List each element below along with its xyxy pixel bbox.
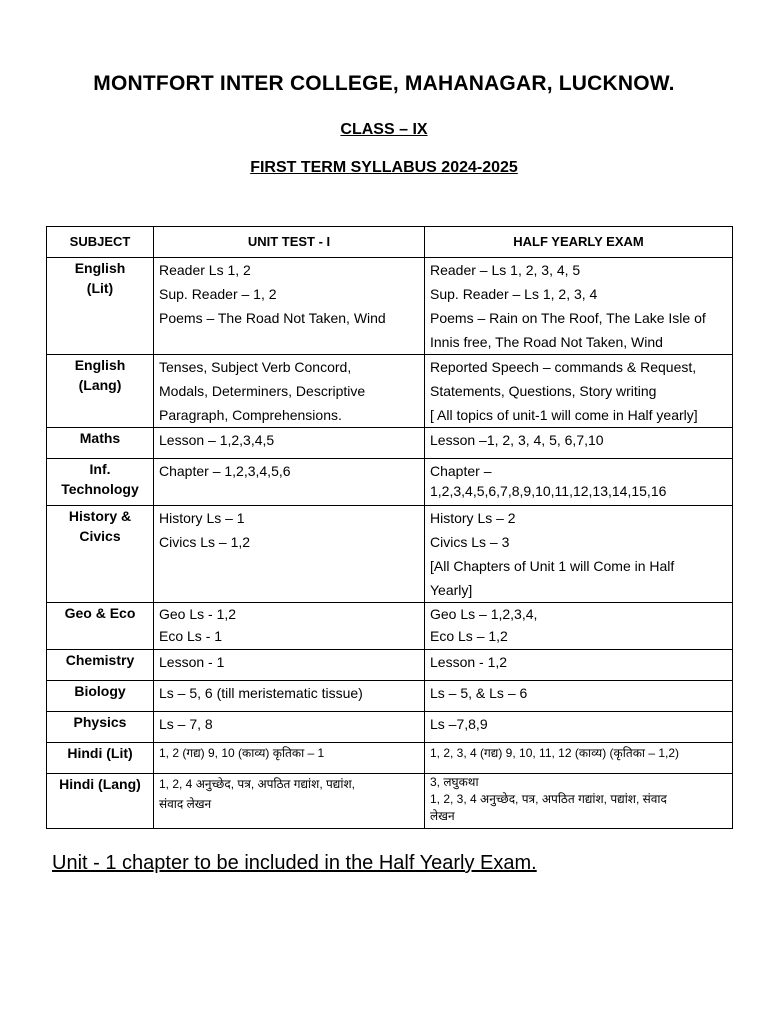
cell-line: Ls –7,8,9 (430, 716, 488, 732)
table-row (47, 506, 733, 603)
table-header-row (47, 227, 733, 258)
subject-cell (47, 743, 154, 774)
half-yearly-cell (425, 712, 733, 743)
cell-line: Reader – Ls 1, 2, 3, 4, 5 (430, 262, 581, 278)
unit-test-cell (154, 258, 425, 355)
cell-line: Sup. Reader – 1, 2 (159, 286, 277, 302)
half-yearly-cell (425, 774, 733, 829)
table-row (47, 428, 733, 459)
cell-line: Reader Ls 1, 2 (159, 262, 251, 278)
half-yearly-cell (425, 681, 733, 712)
cell-line: Chapter – 1,2,3,4,5,6 (159, 463, 291, 479)
cell-line: Sup. Reader – Ls 1, 2, 3, 4 (430, 286, 598, 302)
unit-test-cell (154, 743, 425, 774)
class-label: CLASS – IX (340, 121, 428, 138)
syllabus-table (46, 226, 733, 829)
table-row (47, 774, 733, 829)
cell-line: [All Chapters of Unit 1 will Come in Half (430, 558, 675, 574)
cell-line: Poems – Rain on The Roof, The Lake Isle of (430, 310, 706, 326)
table-row (47, 355, 733, 428)
subject-line: (Lang) (78, 377, 122, 393)
subject-cell (47, 506, 154, 603)
school-title: MONTFORT INTER COLLEGE, MAHANAGAR, LUCKNOW. (93, 72, 675, 95)
cell-line: History Ls – 2 (430, 510, 516, 526)
unit-test-cell (154, 603, 425, 650)
half-yearly-cell (425, 355, 733, 428)
subject-line: Physics (73, 714, 127, 730)
unit-test-cell (154, 506, 425, 603)
subject-cell (47, 258, 154, 355)
header-half-yearly: HALF YEARLY EXAM (425, 227, 733, 258)
subject-cell (47, 603, 154, 650)
subject-line: Technology (61, 481, 139, 497)
cell-line: Reported Speech – commands & Request, (430, 359, 697, 375)
cell-line: Lesson - 1 (159, 654, 225, 670)
cell-line: Lesson – 1,2,3,4,5 (159, 432, 275, 448)
cell-line: Lesson - 1,2 (430, 654, 508, 670)
unit-test-cell (154, 712, 425, 743)
subject-line: Maths (79, 430, 121, 446)
half-yearly-cell (425, 506, 733, 603)
unit-test-cell (154, 681, 425, 712)
unit-test-cell (154, 650, 425, 681)
cell-line: Chapter – (430, 463, 492, 479)
subject-line: Inf. (89, 461, 111, 477)
header-unit-test: UNIT TEST - I (154, 227, 425, 258)
unit-test-cell (154, 459, 425, 506)
cell-line: Civics Ls – 1,2 (159, 534, 251, 550)
cell-line: Tenses, Subject Verb Concord, (159, 359, 352, 375)
cell-line: संवाद लेखन (159, 797, 212, 811)
half-yearly-cell (425, 459, 733, 506)
term-heading (0, 159, 768, 177)
cell-line: 1, 2 (गद्य) 9, 10 (काव्य) कृतिका – 1 (159, 746, 325, 760)
cell-line: Geo Ls - 1,2 (159, 606, 237, 622)
cell-line: 1, 2, 3, 4 (गद्य) 9, 10, 11, 12 (काव्य) (कृतिका – 1,2) (430, 746, 680, 760)
cell-line: Paragraph, Comprehensions. (159, 407, 342, 423)
subject-line: Biology (74, 683, 126, 699)
unit-test-cell (154, 774, 425, 829)
cell-line: Yearly] (430, 582, 473, 598)
cell-line: History Ls – 1 (159, 510, 245, 526)
cell-line: Ls – 7, 8 (159, 716, 213, 732)
cell-line: Ls – 5, 6 (till meristematic tissue) (159, 685, 363, 701)
half-yearly-cell (425, 258, 733, 355)
subject-cell (47, 428, 154, 459)
cell-line: Modals, Determiners, Descriptive (159, 383, 366, 399)
term-label: FIRST TERM SYLLABUS 2024-2025 (250, 159, 518, 176)
cell-line: 1, 2, 4 अनुच्छेद, पत्र, अपठित गद्यांश, पद्यांश, (159, 777, 355, 791)
table-row (47, 650, 733, 681)
cell-line: Innis free, The Road Not Taken, Wind (430, 334, 663, 350)
table-row (47, 743, 733, 774)
unit-test-cell (154, 355, 425, 428)
subject-line: Civics (79, 528, 121, 544)
cell-line: 1, 2, 3, 4 अनुच्छेद, पत्र, अपठित गद्यांश, पद्यांश, संवाद (430, 792, 667, 806)
table-row (47, 603, 733, 650)
class-heading (0, 121, 768, 139)
subject-line: English (74, 260, 126, 276)
cell-line: लेखन (430, 809, 455, 823)
cell-line: Eco Ls – 1,2 (430, 628, 508, 644)
subject-line: Hindi (Lang) (59, 776, 141, 792)
cell-line: Statements, Questions, Story writing (430, 383, 657, 399)
subject-line: Chemistry (65, 652, 135, 668)
half-yearly-cell (425, 743, 733, 774)
table-row (47, 681, 733, 712)
subject-line: (Lit) (86, 280, 114, 296)
cell-line: Civics Ls – 3 (430, 534, 510, 550)
header-subject: SUBJECT (47, 227, 154, 258)
subject-cell (47, 355, 154, 428)
cell-line: 3, लघुकथा (430, 775, 479, 789)
cell-line: Lesson –1, 2, 3, 4, 5, 6,7,10 (430, 432, 604, 448)
subject-line: History & (68, 508, 132, 524)
cell-line: Ls – 5, & Ls – 6 (430, 685, 528, 701)
half-yearly-cell (425, 603, 733, 650)
cell-line: Poems – The Road Not Taken, Wind (159, 310, 386, 326)
subject-cell (47, 650, 154, 681)
unit-test-cell (154, 428, 425, 459)
table-row (47, 258, 733, 355)
subject-line: Geo & Eco (64, 605, 136, 621)
cell-line: [ All topics of unit-1 will come in Half yearly] (430, 407, 698, 423)
subject-line: Hindi (Lit) (67, 745, 133, 761)
cell-line: 1,2,3,4,5,6,7,8,9,10,11,12,13,14,15,16 (430, 483, 667, 499)
subject-line: English (74, 357, 126, 373)
half-yearly-cell (425, 428, 733, 459)
subject-cell (47, 712, 154, 743)
cell-line: Geo Ls – 1,2,3,4, (430, 606, 538, 622)
subject-cell (47, 459, 154, 506)
subject-cell (47, 774, 154, 829)
table-row (47, 459, 733, 506)
cell-line: Eco Ls - 1 (159, 628, 223, 644)
table-row (47, 712, 733, 743)
subject-cell (47, 681, 154, 712)
half-yearly-cell (425, 650, 733, 681)
footer-note: Unit - 1 chapter to be included in the Half Yearly Exam. (52, 852, 537, 874)
